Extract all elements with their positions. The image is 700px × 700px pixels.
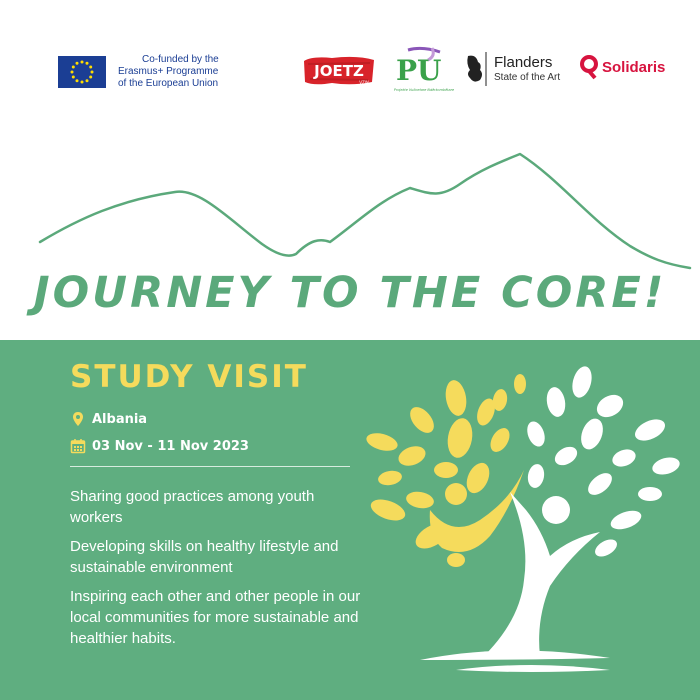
flanders-title: Flanders [494, 54, 553, 71]
flanders-lion-icon [462, 52, 488, 86]
eu-line-2: Erasmus+ Programme [118, 66, 219, 77]
joetz-logo-sub: VZW [359, 80, 369, 85]
eu-line-3: of the European Union [118, 78, 219, 89]
study-visit-title: STUDY VISIT [70, 359, 308, 395]
pvn-logo-text: PU [396, 54, 442, 87]
pvn-logo [388, 46, 460, 96]
solidaris-logo [578, 54, 665, 80]
solidaris-text: Solidaris [602, 58, 666, 76]
objective-item: Inspiring each other and other people in our local communities for more sustainable and healthier habits. [70, 588, 361, 647]
tree-illustration [360, 360, 690, 680]
eu-flag-icon [58, 56, 106, 88]
location-pin-icon [70, 411, 86, 427]
divider [70, 466, 350, 467]
flanders-subtitle: State of the Art [494, 72, 561, 83]
pvn-logo-sub: Projekte Vullnetare Ndërkombëtare [393, 88, 455, 92]
objectives-list [70, 486, 370, 657]
date-row [70, 438, 249, 454]
location-text: Albania [92, 411, 148, 427]
joetz-logo-text: JOETZ [314, 62, 364, 80]
mountain-outline [0, 140, 700, 280]
header-section [0, 0, 700, 340]
objective-item: Sharing good practices among youth workers [70, 488, 315, 526]
date-text: 03 Nov - 11 Nov 2023 [92, 438, 249, 454]
eu-cofunded-logo [58, 54, 219, 90]
objective-item: Developing skills on healthy lifestyle and sustainable environment [70, 538, 339, 576]
joetz-logo [302, 55, 376, 87]
eu-line-1: Co-funded by the [142, 54, 219, 65]
solidaris-icon [578, 54, 600, 80]
location-row [70, 411, 147, 427]
eu-cofunded-text [118, 54, 219, 90]
flanders-logo [462, 52, 560, 86]
calendar-icon [70, 438, 86, 454]
headline: JOURNEY TO THE CORE! [33, 268, 667, 318]
